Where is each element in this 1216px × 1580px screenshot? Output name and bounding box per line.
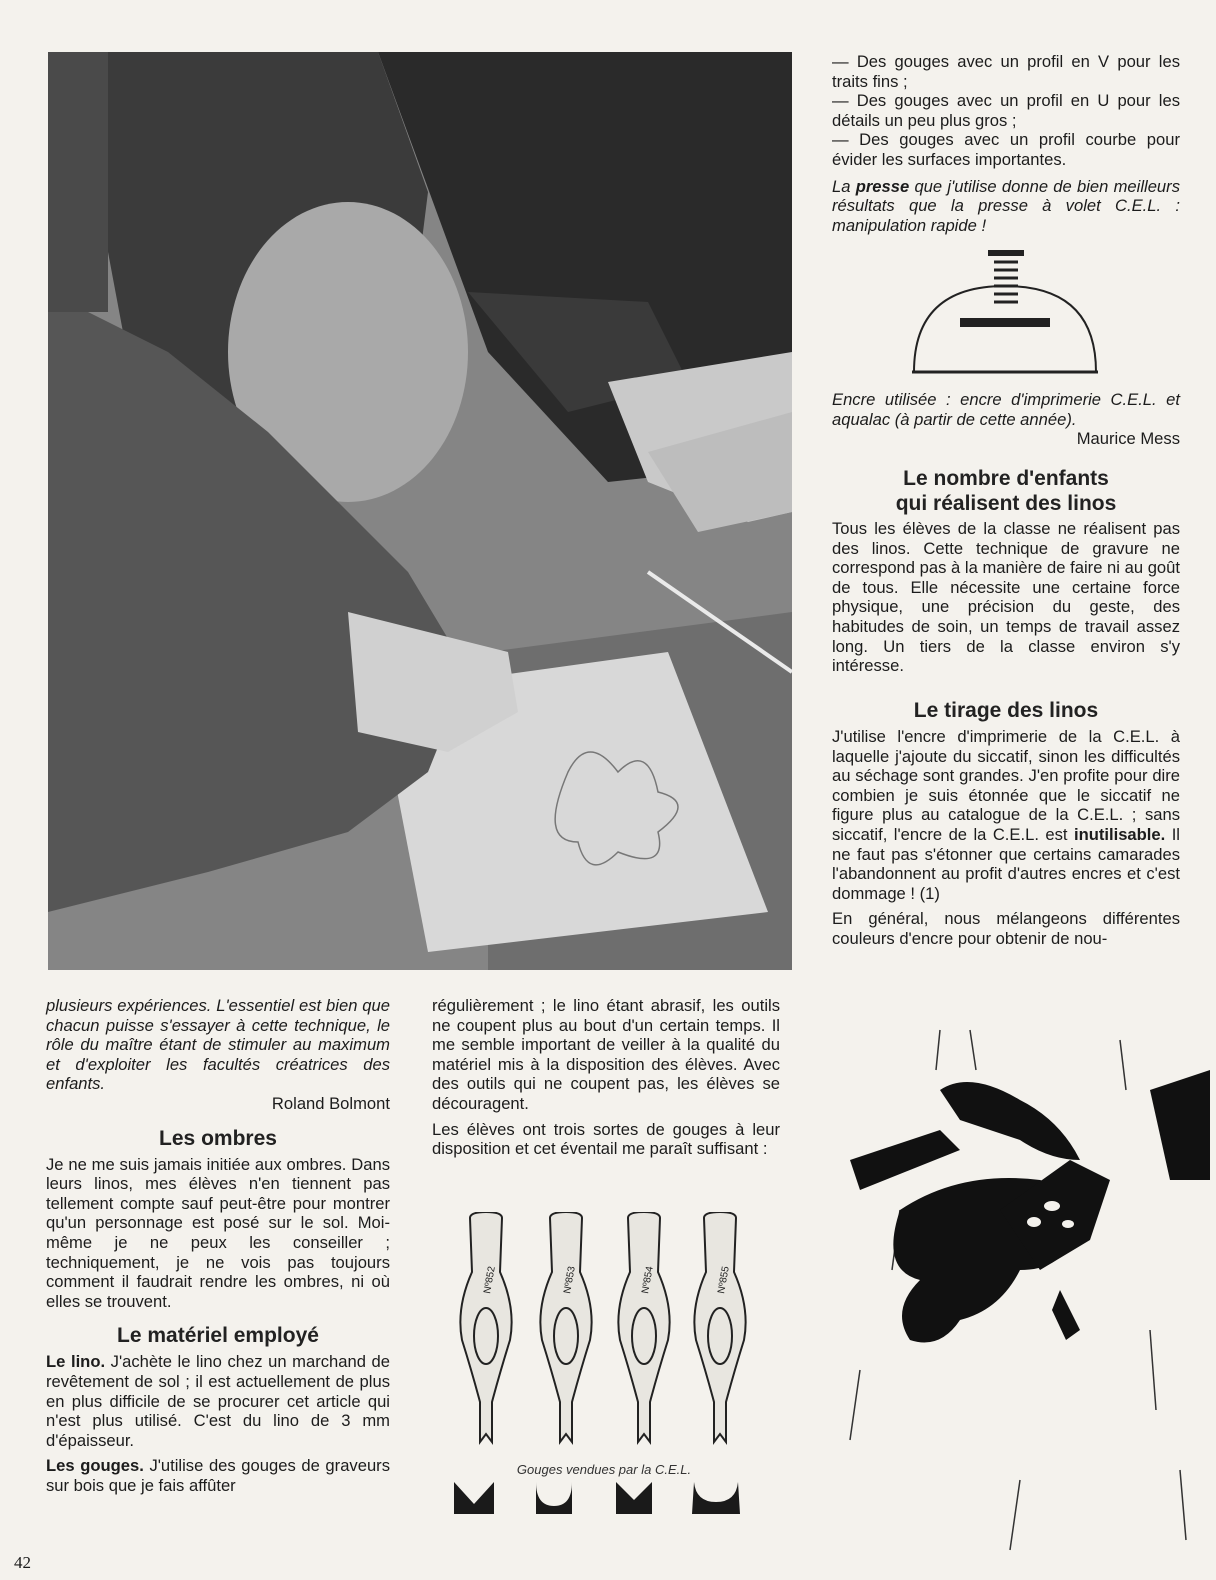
profile-u-shape (536, 1482, 572, 1514)
gouge-line-courbe: — Des gouges avec un profil courbe pour évider les surfaces importantes. (832, 130, 1180, 169)
left-column (46, 996, 390, 1495)
lino-paragraph (46, 1352, 390, 1450)
mid-paragraph-1: régulièrement ; le lino étant abrasif, les outils ne coupent plus au bout d'un certain temps. Il me semble important de veiller à la qualité du matériel mis à la disposition des élèves. Avec des outils qui ne coupent pas, les élèves se découragent. (432, 996, 780, 1113)
lino-carving-photo (48, 52, 792, 970)
section-ombres-title: Les ombres (159, 1126, 277, 1150)
lino-body: J'achète le lino chez un marchand de revêtement de sol ; il est actuellement de plus en plus difficile de se procurer cet article qui n'est plus utilisé. C'est du lino de 3 mm d'épaisseur. (46, 1352, 390, 1450)
gouges-caption: Gouges vendues par la C.E.L. (516, 1462, 692, 1477)
section-ombres-body: Je ne me suis jamais initiée aux ombres. Dans leurs linos, mes élèves n'en tiennent pas tellement compte sauf peut-être pour montrer qu'un personnage est posé sur le sol. Moi-même je ne peux les conseiller ; techniquement, je ne vois pas toujours comment il faudrait rendre les ombres, ni où elles se trouvent. (46, 1154, 390, 1311)
presse-text-a: La (832, 176, 856, 196)
presse-text-b: que j'utilise donne de bien meilleurs résultats que la presse à volet C.E.L. : manipulation rapide ! (832, 176, 1180, 235)
lino-bold: Le lino. (46, 1352, 106, 1372)
gouge-profiles (450, 1480, 750, 1518)
gouge-line-u: — Des gouges avec un profil en U pour les détails un peu plus gros ; (832, 91, 1180, 130)
photo-illustration (48, 52, 792, 970)
encre-block (832, 390, 1180, 449)
encre-text: Encre utilisée : encre d'imprimerie C.E.L. et aqualac (à partir de cette année). (832, 390, 1180, 429)
gouge-853-oval (554, 1308, 578, 1364)
author-maurice: Maurice Mess (1076, 429, 1180, 449)
section-nombre (832, 466, 1180, 676)
tirage-paragraph-1 (832, 727, 1180, 903)
tirage-paragraph-2: En général, nous mélangeons différentes couleurs d'encre pour obtenir de nou- (832, 909, 1180, 948)
presse-bold: presse (855, 176, 910, 196)
gouge-types-list (832, 52, 1180, 235)
gouge-854-oval (632, 1308, 656, 1364)
page-number: 42 (14, 1553, 31, 1572)
gouge-855-oval (708, 1308, 732, 1364)
gouge-line-v: — Des gouges avec un profil en V pour les traits fins ; (832, 52, 1180, 91)
gouges-paragraph (46, 1456, 390, 1495)
tirage-bold: inutilisable. (1073, 824, 1166, 844)
gouge-853-label: Nº853 (562, 1265, 578, 1295)
gouge-852-oval (474, 1308, 498, 1364)
gouge-855-label: Nº855 (716, 1265, 732, 1295)
section-materiel-title: Le matériel employé (117, 1324, 319, 1348)
profile-courbe-shape (692, 1482, 740, 1514)
gouge-854-label: Nº854 (640, 1265, 656, 1295)
middle-column (432, 996, 780, 1159)
section-tirage (832, 698, 1180, 949)
author-roland: Roland Bolmont (271, 1093, 390, 1113)
gouges-drawing (448, 1212, 760, 1460)
section-nombre-body: Tous les élèves de la classe ne réalisent pas des linos. Cette technique de gravure ne correspond pas à la manière de faire ni au goût de tous. Elle nécessite une certaine force physique, une précision du geste, des habitudes de soin, un temps de travail assez long. Un tiers de la classe environ s'y intéresse. (832, 519, 1180, 676)
section-nombre-title-2: qui réalisent des linos (895, 492, 1117, 515)
tirage-text-b: Il ne faut pas s'étonner que certains camarades l'abandonnent au profit d'autres encres et c'est dommage ! (1) (832, 824, 1180, 903)
gouges-bold: Les gouges. (46, 1456, 144, 1476)
profile-v-shape (454, 1482, 494, 1514)
press-drawing (908, 246, 1102, 382)
lino-print-illustration (820, 1010, 1210, 1570)
gouge-852-label: Nº852 (482, 1265, 498, 1295)
profile-v-narrow-shape (616, 1482, 652, 1514)
presse-paragraph (832, 177, 1180, 236)
tirage-text-a: J'utilise l'encre d'imprimerie de la C.E.L. à laquelle j'ajoute du siccatif, sinon les difficultés au séchage sont grandes. J'en profite pour dire combien je suis étonnée que le siccatif ne figure plus au catalogue de la C.E.L. ; sans siccatif, l'encre de la C.E.L. est (832, 727, 1180, 844)
intro-paragraph: plusieurs expériences. L'essentiel est bien que chacun puisse s'essayer à cette technique, le rôle du maître étant de stimuler au maximum et d'exploiter les facultés créatrices des enfants. (46, 996, 390, 1094)
section-nombre-title-1: Le nombre d'enfants (903, 467, 1109, 490)
gouges-body: J'utilise des gouges de graveurs sur bois que je fais affûter (46, 1456, 390, 1495)
section-tirage-title: Le tirage des linos (913, 699, 1099, 722)
mid-paragraph-2: Les élèves ont trois sortes de gouges à leur disposition et cet éventail me paraît suffisant : (432, 1119, 780, 1159)
